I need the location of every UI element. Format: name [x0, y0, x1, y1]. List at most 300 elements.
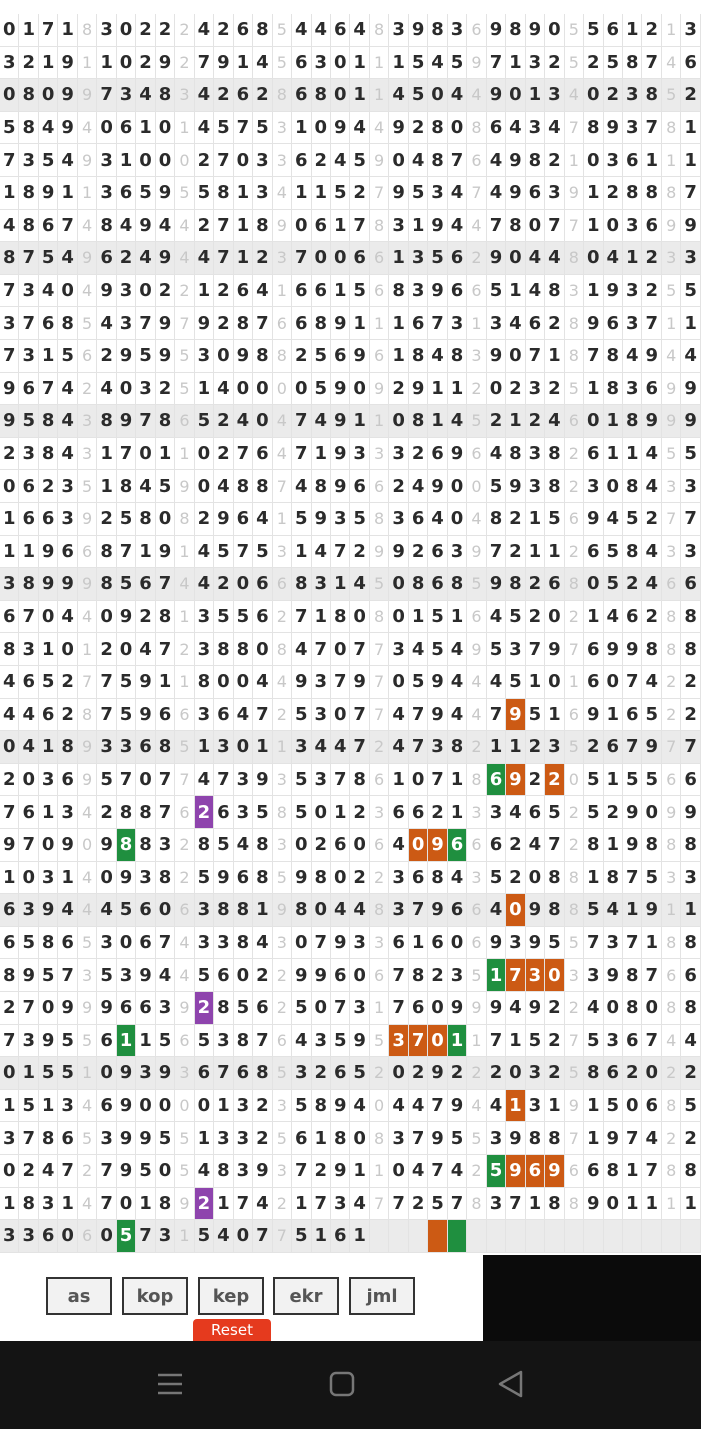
grid-cell[interactable]: 5 [584, 764, 603, 797]
grid-cell[interactable]: 4 [78, 601, 97, 634]
grid-cell[interactable]: 4 [389, 731, 408, 764]
grid-cell[interactable]: 0 [642, 796, 661, 829]
grid-cell[interactable]: 6 [662, 959, 681, 992]
grid-cell[interactable]: 8 [642, 633, 661, 666]
grid-cell[interactable]: 9 [331, 373, 350, 406]
grid-cell[interactable]: 4 [39, 1155, 58, 1188]
grid-cell[interactable]: 8 [234, 1025, 253, 1058]
grid-cell[interactable]: 2 [175, 275, 194, 308]
grid-cell[interactable]: 1 [642, 144, 661, 177]
grid-cell[interactable]: 1 [312, 177, 331, 210]
grid-cell[interactable]: 1 [350, 47, 369, 80]
grid-cell[interactable]: 1 [584, 1090, 603, 1123]
grid-cell[interactable]: 0 [253, 405, 272, 438]
grid-cell[interactable]: 1 [389, 242, 408, 275]
grid-cell[interactable]: 0 [78, 829, 97, 862]
grid-cell[interactable]: 8 [0, 633, 19, 666]
grid-cell[interactable]: 2 [545, 307, 564, 340]
grid-cell[interactable]: 2 [526, 601, 545, 634]
grid-cell[interactable]: 2 [195, 1188, 214, 1221]
grid-cell[interactable]: 2 [467, 242, 486, 275]
grid-cell[interactable]: 2 [195, 144, 214, 177]
grid-cell[interactable]: 4 [78, 894, 97, 927]
grid-cell[interactable]: 0 [389, 1155, 408, 1188]
grid-cell[interactable]: 6 [662, 568, 681, 601]
grid-cell[interactable]: 8 [642, 79, 661, 112]
grid-cell[interactable]: 4 [526, 275, 545, 308]
grid-cell[interactable]: 0 [234, 144, 253, 177]
grid-cell[interactable]: 8 [662, 177, 681, 210]
grid-cell[interactable]: 7 [312, 1188, 331, 1221]
grid-cell[interactable]: 2 [409, 438, 428, 471]
grid-cell[interactable]: 1 [467, 1025, 486, 1058]
grid-cell[interactable]: 6 [565, 503, 584, 536]
grid-cell[interactable]: 1 [253, 894, 272, 927]
grid-cell[interactable]: 6 [467, 894, 486, 927]
grid-cell[interactable]: 9 [331, 438, 350, 471]
grid-cell[interactable]: 0 [545, 959, 564, 992]
grid-cell[interactable]: 4 [195, 764, 214, 797]
grid-cell[interactable] [506, 1220, 525, 1253]
grid-cell[interactable]: 0 [175, 1090, 194, 1123]
grid-cell[interactable]: 6 [78, 536, 97, 569]
grid-cell[interactable]: 9 [58, 992, 77, 1025]
grid-cell[interactable]: 2 [78, 373, 97, 406]
grid-cell[interactable]: 8 [409, 405, 428, 438]
grid-cell[interactable]: 3 [448, 536, 467, 569]
grid-cell[interactable]: 7 [214, 242, 233, 275]
grid-cell[interactable]: 9 [642, 340, 661, 373]
grid-cell[interactable]: 1 [545, 340, 564, 373]
grid-cell[interactable]: 4 [428, 47, 447, 80]
grid-cell[interactable]: 8 [604, 340, 623, 373]
grid-cell[interactable]: 0 [292, 927, 311, 960]
grid-cell[interactable]: 7 [97, 1188, 116, 1221]
grid-cell[interactable]: 8 [545, 894, 564, 927]
grid-cell[interactable]: 9 [623, 829, 642, 862]
grid-cell[interactable]: 4 [195, 536, 214, 569]
grid-cell[interactable]: 7 [312, 927, 331, 960]
grid-cell[interactable]: 3 [214, 1025, 233, 1058]
grid-cell[interactable]: 3 [273, 764, 292, 797]
grid-cell[interactable]: 5 [195, 177, 214, 210]
grid-cell[interactable]: 9 [428, 1122, 447, 1155]
grid-cell[interactable]: 1 [623, 242, 642, 275]
grid-cell[interactable]: 3 [195, 633, 214, 666]
grid-cell[interactable]: 1 [58, 177, 77, 210]
grid-cell[interactable]: 2 [526, 405, 545, 438]
grid-cell[interactable]: 4 [642, 666, 661, 699]
grid-cell[interactable]: 7 [97, 1155, 116, 1188]
grid-cell[interactable]: 3 [19, 894, 38, 927]
grid-cell[interactable]: 0 [156, 503, 175, 536]
grid-cell[interactable]: 2 [409, 1188, 428, 1221]
grid-cell[interactable]: 3 [19, 438, 38, 471]
grid-cell[interactable]: 9 [175, 992, 194, 1025]
grid-cell[interactable]: 2 [428, 959, 447, 992]
grid-cell[interactable]: 3 [156, 992, 175, 1025]
jml-button[interactable]: jml [349, 1277, 415, 1315]
grid-cell[interactable]: 9 [604, 959, 623, 992]
grid-cell[interactable]: 9 [0, 373, 19, 406]
grid-cell[interactable]: 7 [19, 307, 38, 340]
grid-cell[interactable]: 5 [312, 373, 331, 406]
grid-cell[interactable]: 0 [0, 1057, 19, 1090]
grid-cell[interactable]: 8 [19, 1188, 38, 1221]
grid-cell[interactable] [526, 1220, 545, 1253]
grid-cell[interactable]: 1 [448, 1025, 467, 1058]
grid-cell[interactable]: 8 [117, 796, 136, 829]
grid-cell[interactable]: 5 [642, 699, 661, 732]
grid-cell[interactable]: 5 [19, 1090, 38, 1123]
grid-cell[interactable]: 8 [604, 373, 623, 406]
grid-cell[interactable]: 0 [409, 829, 428, 862]
grid-cell[interactable]: 4 [467, 79, 486, 112]
grid-cell[interactable]: 9 [117, 601, 136, 634]
grid-cell[interactable]: 3 [389, 503, 408, 536]
grid-cell[interactable]: 1 [39, 47, 58, 80]
grid-cell[interactable]: 9 [389, 177, 408, 210]
grid-cell[interactable]: 2 [506, 503, 525, 536]
grid-cell[interactable]: 6 [78, 1220, 97, 1253]
grid-cell[interactable]: 3 [370, 796, 389, 829]
grid-cell[interactable]: 8 [19, 112, 38, 145]
grid-cell[interactable]: 8 [19, 210, 38, 243]
grid-cell[interactable]: 6 [234, 503, 253, 536]
grid-cell[interactable]: 1 [175, 438, 194, 471]
grid-cell[interactable]: 2 [467, 731, 486, 764]
grid-cell[interactable]: 2 [623, 1057, 642, 1090]
grid-cell[interactable]: 3 [195, 340, 214, 373]
grid-cell[interactable]: 9 [428, 470, 447, 503]
grid-cell[interactable]: 9 [312, 503, 331, 536]
grid-cell[interactable]: 9 [545, 1155, 564, 1188]
grid-cell[interactable]: 8 [273, 633, 292, 666]
grid-cell[interactable]: 9 [117, 1057, 136, 1090]
grid-cell[interactable]: 3 [292, 1057, 311, 1090]
back-icon[interactable] [497, 1369, 525, 1399]
grid-cell[interactable]: 5 [156, 1122, 175, 1155]
grid-cell[interactable]: 3 [623, 112, 642, 145]
grid-cell[interactable]: 8 [156, 862, 175, 895]
grid-cell[interactable]: 2 [526, 568, 545, 601]
grid-cell[interactable]: 1 [234, 47, 253, 80]
grid-cell[interactable]: 1 [78, 47, 97, 80]
grid-cell[interactable]: 3 [136, 373, 155, 406]
grid-cell[interactable]: 1 [39, 340, 58, 373]
grid-cell[interactable]: 8 [409, 568, 428, 601]
grid-cell[interactable]: 7 [409, 731, 428, 764]
grid-cell[interactable]: 9 [117, 862, 136, 895]
grid-cell[interactable]: 8 [506, 568, 525, 601]
grid-cell[interactable]: 4 [487, 144, 506, 177]
grid-cell[interactable]: 9 [175, 470, 194, 503]
grid-cell[interactable]: 3 [273, 144, 292, 177]
grid-cell[interactable]: 7 [467, 177, 486, 210]
grid-cell[interactable]: 7 [234, 1188, 253, 1221]
grid-cell[interactable]: 6 [117, 112, 136, 145]
grid-cell[interactable]: 7 [214, 144, 233, 177]
grid-cell[interactable]: 5 [584, 1025, 603, 1058]
grid-cell[interactable]: 2 [175, 829, 194, 862]
grid-cell[interactable]: 6 [448, 242, 467, 275]
grid-cell[interactable]: 0 [506, 1057, 525, 1090]
grid-cell[interactable]: 6 [681, 764, 700, 797]
grid-cell[interactable]: 4 [623, 340, 642, 373]
grid-cell[interactable]: 4 [39, 112, 58, 145]
grid-cell[interactable]: 4 [642, 1122, 661, 1155]
grid-cell[interactable]: 1 [350, 307, 369, 340]
grid-cell[interactable]: 5 [428, 1188, 447, 1221]
grid-cell[interactable]: 9 [565, 1090, 584, 1123]
grid-cell[interactable]: 2 [273, 601, 292, 634]
grid-cell[interactable]: 6 [292, 47, 311, 80]
grid-cell[interactable]: 3 [175, 79, 194, 112]
grid-cell[interactable]: 3 [97, 1122, 116, 1155]
grid-cell[interactable]: 7 [292, 242, 311, 275]
grid-cell[interactable]: 1 [370, 79, 389, 112]
grid-cell[interactable]: 7 [292, 438, 311, 471]
grid-cell[interactable]: 3 [312, 764, 331, 797]
grid-cell[interactable]: 8 [312, 307, 331, 340]
grid-cell[interactable]: 4 [175, 568, 194, 601]
grid-cell[interactable]: 6 [234, 14, 253, 47]
grid-cell[interactable]: 6 [604, 14, 623, 47]
grid-cell[interactable]: 7 [0, 340, 19, 373]
grid-cell[interactable]: 4 [331, 731, 350, 764]
grid-cell[interactable]: 6 [136, 992, 155, 1025]
grid-cell[interactable]: 4 [545, 112, 564, 145]
grid-cell[interactable]: 8 [234, 894, 253, 927]
grid-cell[interactable]: 8 [545, 438, 564, 471]
grid-cell[interactable]: 9 [136, 210, 155, 243]
grid-cell[interactable]: 0 [97, 1220, 116, 1253]
grid-cell[interactable]: 5 [681, 275, 700, 308]
grid-cell[interactable]: 7 [19, 242, 38, 275]
grid-cell[interactable]: 9 [214, 862, 233, 895]
grid-cell[interactable]: 8 [545, 862, 564, 895]
grid-cell[interactable]: 5 [0, 112, 19, 145]
grid-cell[interactable] [662, 1220, 681, 1253]
grid-cell[interactable]: 5 [584, 796, 603, 829]
grid-cell[interactable]: 7 [175, 764, 194, 797]
grid-cell[interactable]: 7 [370, 633, 389, 666]
grid-cell[interactable]: 4 [409, 1090, 428, 1123]
grid-cell[interactable]: 8 [681, 829, 700, 862]
grid-cell[interactable]: 2 [253, 959, 272, 992]
grid-cell[interactable]: 2 [97, 340, 116, 373]
grid-cell[interactable]: 9 [584, 1188, 603, 1221]
grid-cell[interactable]: 1 [39, 633, 58, 666]
grid-cell[interactable]: 2 [370, 731, 389, 764]
grid-cell[interactable]: 4 [642, 568, 661, 601]
grid-cell[interactable]: 1 [642, 1188, 661, 1221]
grid-cell[interactable]: 6 [19, 470, 38, 503]
grid-cell[interactable]: 5 [428, 601, 447, 634]
grid-cell[interactable]: 7 [487, 536, 506, 569]
grid-cell[interactable]: 9 [604, 275, 623, 308]
grid-cell[interactable] [642, 1220, 661, 1253]
grid-cell[interactable]: 5 [312, 340, 331, 373]
grid-cell[interactable]: 2 [312, 144, 331, 177]
grid-cell[interactable]: 4 [78, 796, 97, 829]
grid-cell[interactable]: 6 [175, 699, 194, 732]
grid-cell[interactable]: 7 [642, 959, 661, 992]
grid-cell[interactable]: 2 [681, 1057, 700, 1090]
grid-cell[interactable]: 0 [97, 601, 116, 634]
grid-cell[interactable]: 7 [565, 210, 584, 243]
grid-cell[interactable]: 0 [467, 470, 486, 503]
grid-cell[interactable]: 9 [467, 47, 486, 80]
grid-cell[interactable]: 0 [117, 373, 136, 406]
grid-cell[interactable]: 6 [623, 1025, 642, 1058]
grid-cell[interactable]: 4 [78, 275, 97, 308]
grid-cell[interactable]: 8 [0, 242, 19, 275]
grid-cell[interactable]: 3 [623, 307, 642, 340]
grid-cell[interactable]: 8 [234, 927, 253, 960]
grid-cell[interactable]: 0 [117, 633, 136, 666]
grid-cell[interactable]: 2 [467, 1155, 486, 1188]
grid-cell[interactable]: 1 [584, 862, 603, 895]
grid-cell[interactable]: 3 [526, 112, 545, 145]
grid-cell[interactable]: 0 [448, 112, 467, 145]
grid-cell[interactable]: 9 [389, 536, 408, 569]
grid-cell[interactable]: 2 [681, 699, 700, 732]
grid-cell[interactable]: 2 [273, 992, 292, 1025]
grid-cell[interactable]: 5 [195, 1220, 214, 1253]
grid-cell[interactable]: 8 [370, 1122, 389, 1155]
grid-cell[interactable]: 0 [117, 14, 136, 47]
grid-cell[interactable]: 9 [39, 536, 58, 569]
grid-cell[interactable]: 9 [448, 992, 467, 1025]
grid-cell[interactable]: 7 [506, 1188, 525, 1221]
grid-cell[interactable]: 1 [97, 470, 116, 503]
grid-cell[interactable]: 1 [175, 536, 194, 569]
grid-cell[interactable]: 4 [58, 601, 77, 634]
grid-cell[interactable]: 5 [78, 1025, 97, 1058]
grid-cell[interactable]: 1 [584, 601, 603, 634]
grid-cell[interactable]: 6 [331, 829, 350, 862]
grid-cell[interactable]: 8 [331, 601, 350, 634]
grid-cell[interactable]: 8 [58, 307, 77, 340]
grid-cell[interactable]: 5 [350, 275, 369, 308]
grid-cell[interactable]: 6 [467, 438, 486, 471]
grid-cell[interactable]: 9 [370, 536, 389, 569]
grid-cell[interactable]: 0 [350, 829, 369, 862]
grid-cell[interactable]: 3 [0, 568, 19, 601]
grid-cell[interactable]: 2 [214, 405, 233, 438]
grid-cell[interactable]: 8 [195, 666, 214, 699]
grid-cell[interactable]: 8 [312, 862, 331, 895]
grid-cell[interactable]: 4 [253, 503, 272, 536]
grid-cell[interactable]: 9 [331, 927, 350, 960]
grid-cell[interactable]: 6 [39, 307, 58, 340]
grid-cell[interactable]: 1 [409, 927, 428, 960]
grid-cell[interactable]: 8 [623, 992, 642, 1025]
grid-cell[interactable]: 5 [506, 601, 525, 634]
grid-cell[interactable]: 7 [545, 829, 564, 862]
grid-cell[interactable]: 9 [136, 666, 155, 699]
grid-cell[interactable]: 4 [350, 1188, 369, 1221]
grid-cell[interactable]: 3 [195, 699, 214, 732]
grid-cell[interactable]: 4 [0, 699, 19, 732]
grid-cell[interactable]: 3 [78, 405, 97, 438]
grid-cell[interactable]: 2 [350, 177, 369, 210]
grid-cell[interactable]: 1 [97, 438, 116, 471]
grid-cell[interactable]: 3 [117, 731, 136, 764]
grid-cell[interactable]: 7 [565, 1122, 584, 1155]
grid-cell[interactable]: 9 [78, 568, 97, 601]
grid-cell[interactable]: 9 [117, 1155, 136, 1188]
grid-cell[interactable]: 3 [253, 144, 272, 177]
grid-cell[interactable]: 9 [78, 992, 97, 1025]
grid-cell[interactable]: 1 [448, 373, 467, 406]
grid-cell[interactable]: 6 [409, 862, 428, 895]
grid-cell[interactable]: 0 [39, 992, 58, 1025]
grid-cell[interactable]: 8 [97, 568, 116, 601]
grid-cell[interactable]: 6 [234, 275, 253, 308]
grid-cell[interactable]: 1 [506, 275, 525, 308]
grid-cell[interactable]: 7 [214, 764, 233, 797]
grid-cell[interactable]: 2 [117, 242, 136, 275]
grid-cell[interactable]: 6 [370, 275, 389, 308]
grid-cell[interactable]: 4 [662, 340, 681, 373]
grid-cell[interactable]: 7 [273, 470, 292, 503]
grid-cell[interactable]: 3 [214, 1122, 233, 1155]
grid-cell[interactable]: 9 [350, 1025, 369, 1058]
grid-cell[interactable]: 6 [467, 829, 486, 862]
grid-cell[interactable]: 1 [58, 14, 77, 47]
grid-cell[interactable]: 3 [312, 666, 331, 699]
grid-cell[interactable]: 6 [487, 829, 506, 862]
grid-cell[interactable]: 6 [273, 1025, 292, 1058]
grid-cell[interactable]: 7 [253, 1220, 272, 1253]
grid-cell[interactable]: 4 [78, 1188, 97, 1221]
grid-cell[interactable]: 9 [97, 829, 116, 862]
grid-cell[interactable]: 5 [39, 242, 58, 275]
grid-cell[interactable]: 4 [448, 405, 467, 438]
kop-button[interactable]: kop [122, 1277, 188, 1315]
grid-cell[interactable]: 8 [623, 536, 642, 569]
grid-cell[interactable]: 0 [292, 210, 311, 243]
grid-cell[interactable]: 6 [526, 1155, 545, 1188]
grid-cell[interactable]: 0 [0, 731, 19, 764]
grid-cell[interactable]: 3 [97, 177, 116, 210]
grid-cell[interactable]: 3 [467, 340, 486, 373]
grid-cell[interactable]: 9 [58, 79, 77, 112]
grid-cell[interactable]: 5 [175, 1155, 194, 1188]
grid-cell[interactable]: 3 [526, 47, 545, 80]
grid-cell[interactable]: 8 [642, 829, 661, 862]
grid-cell[interactable]: 4 [195, 242, 214, 275]
grid-cell[interactable]: 2 [214, 307, 233, 340]
grid-cell[interactable]: 0 [19, 764, 38, 797]
grid-cell[interactable]: 1 [0, 536, 19, 569]
grid-cell[interactable]: 0 [97, 112, 116, 145]
grid-cell[interactable]: 0 [39, 79, 58, 112]
grid-cell[interactable]: 6 [428, 438, 447, 471]
grid-cell[interactable]: 1 [370, 1155, 389, 1188]
grid-cell[interactable]: 0 [58, 275, 77, 308]
grid-cell[interactable]: 9 [409, 373, 428, 406]
grid-cell[interactable]: 3 [370, 438, 389, 471]
grid-cell[interactable]: 8 [662, 633, 681, 666]
grid-cell[interactable]: 3 [662, 862, 681, 895]
grid-cell[interactable]: 3 [19, 275, 38, 308]
grid-cell[interactable]: 8 [428, 144, 447, 177]
grid-cell[interactable]: 3 [662, 470, 681, 503]
grid-cell[interactable]: 4 [214, 373, 233, 406]
